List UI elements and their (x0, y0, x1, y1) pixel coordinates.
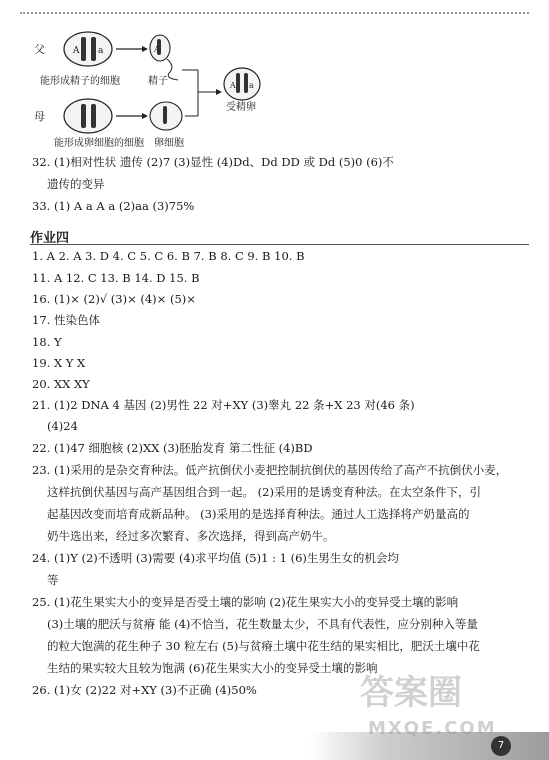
fertilization-diagram (30, 28, 290, 150)
answer-line: 的粒大饱满的花生种子 30 粒左右 (5)与贫瘠土壤中花生结的果实相比，肥沃土壤中花 (47, 639, 480, 653)
zygote-label: 受精卵 (226, 102, 256, 113)
mother-label: 母 (34, 110, 45, 123)
zygote-allele-a: a (249, 81, 254, 90)
sperm-label: 精子 (148, 76, 168, 87)
answer-line: 21. (1)2 DNA 4 基因 (2)男性 22 对+XY (3)睾丸 22 条+X 23 对(46 条) (32, 398, 415, 412)
q32-line-1: 32. (1)相对性状 遗传 (2)7 (3)显性 (4)Dd、Dd DD 或 Dd (5)0 (6)不 (32, 155, 394, 169)
answer-line: 24. (1)Y (2)不透明 (3)需要 (4)求平均值 (5)1 : 1 (6)生男生女的机会均 (32, 551, 399, 565)
watermark-logo-text: 答案圈 (360, 673, 462, 713)
father-chromosome-1 (81, 37, 86, 61)
answer-line: 22. (1)47 细胞核 (2)XX (3)胚胎发育 第二性征 (4)BD (32, 441, 313, 455)
father-label: 父 (34, 43, 45, 56)
answer-line: 17. 性染色体 (32, 313, 100, 327)
answer-line: 奶牛选出来，经过多次繁育、多次选择，得到高产奶牛。 (47, 529, 335, 543)
section-title: 作业四 (30, 231, 70, 246)
answer-line: 26. (1)女 (2)22 对+XY (3)不正确 (4)50% (32, 683, 257, 697)
page-number: 7 (491, 736, 511, 756)
top-dotted-rule (20, 12, 529, 14)
father-allele-A: A (73, 46, 80, 56)
answer-line: 16. (1)× (2)√ (3)× (4)× (5)× (32, 292, 196, 306)
answer-line: 23. (1)采用的是杂交育种法。低产抗倒伏小麦把控制抗倒伏的基因传给了高产不抗倒伏小麦， (32, 463, 508, 477)
father-cell-caption: 能形成精子的细胞 (40, 76, 120, 87)
answer-line: 20. XX XY (32, 377, 90, 391)
father-allele-a: a (98, 46, 104, 56)
q32-line-2: 遗传的变异 (47, 177, 105, 191)
answer-line: 11. A 12. C 13. B 14. D 15. B (32, 271, 200, 285)
mother-cell (64, 99, 112, 133)
mother-cell-caption: 能形成卵细胞的细胞 (54, 138, 144, 149)
answer-line: 1. A 2. A 3. D 4. C 5. C 6. B 7. B 8. C 9. B 10. B (32, 249, 305, 263)
father-chromosome-2 (91, 37, 96, 61)
answer-line: 生结的果实较大且较为饱满 (6)花生果实大小的变异受土壤的影响 (47, 661, 378, 675)
answer-line: 18. Y (32, 335, 62, 349)
answer-line: (3)土壤的肥沃与贫瘠 能 (4)不恰当，花生数量太少，不具有代表性，应分别种入等量 (47, 617, 478, 631)
sperm-tail (167, 59, 178, 80)
answer-line: (4)24 (47, 419, 78, 433)
answer-line: 等 (47, 573, 59, 587)
answer-line: 这样抗倒伏基因与高产基因组合到一起。 (2)采用的是诱变育种法。在太空条件下，引 (47, 485, 481, 499)
zygote-allele-A: A (230, 81, 236, 90)
answer-line: 起基因改变而培育成新品种。 (3)采用的是选择育种法。通过人工选择将产奶量高的 (47, 507, 470, 521)
father-cell (64, 32, 112, 66)
watermark-site: MXQE.COM (368, 718, 497, 739)
q33: 33. (1) A a A a (2)aa (3)75% (32, 199, 195, 213)
section-rule (30, 244, 529, 245)
sperm-allele-A: A (154, 45, 160, 54)
answer-line: 25. (1)花生果实大小的变异是否受土壤的影响 (2)花生果实大小的变异受土壤的影响 (32, 595, 459, 609)
diagram-svg (30, 28, 290, 150)
answer-line: 19. X Y X (32, 356, 86, 370)
egg-label: 卵细胞 (154, 138, 184, 149)
